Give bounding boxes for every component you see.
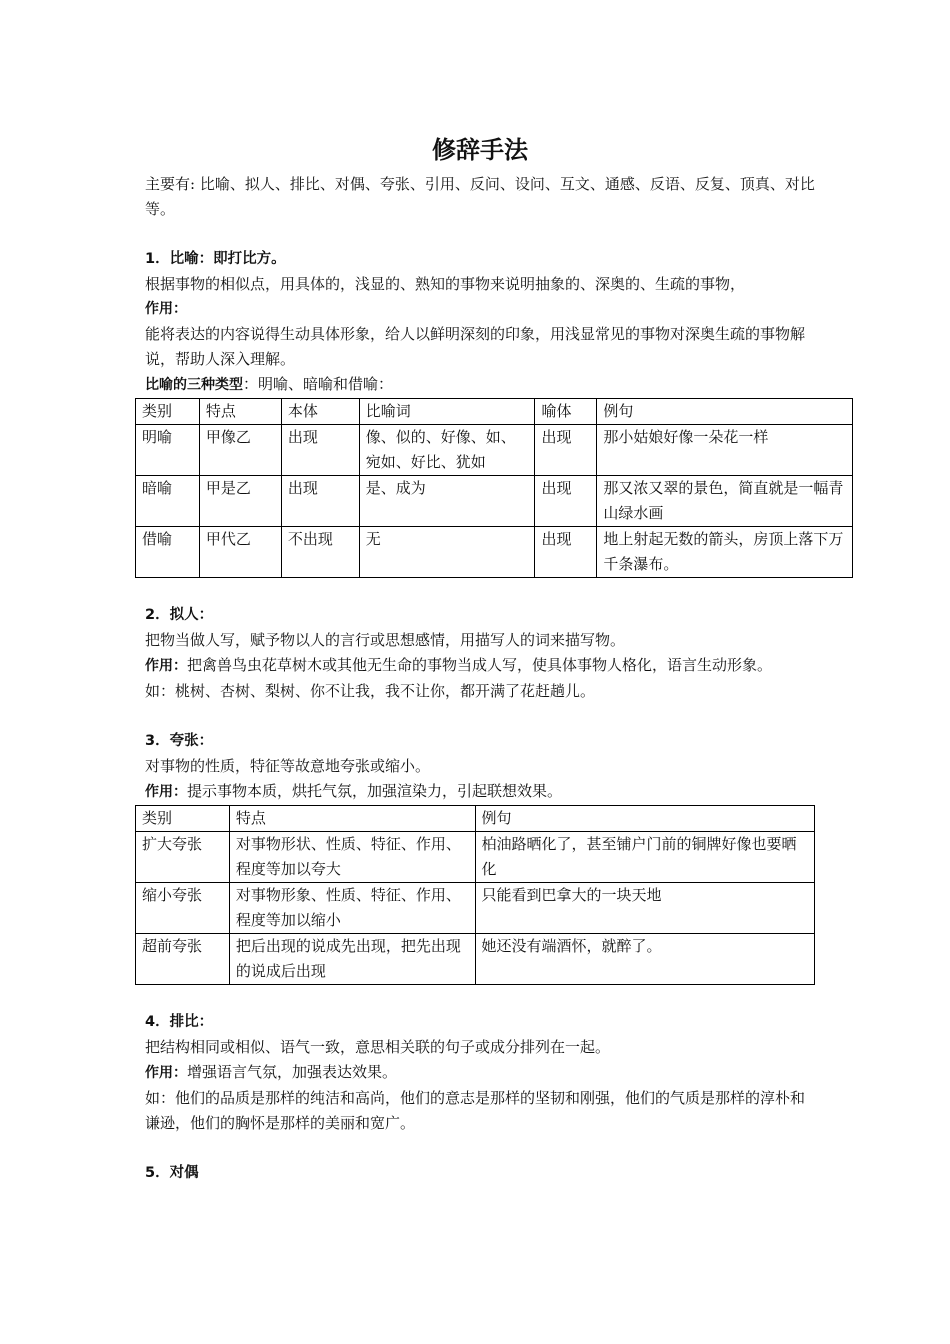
table-cell: 柏油路晒化了，甚至铺户门前的铜牌好像也要晒化	[475, 832, 814, 883]
table-cell: 那小姑娘好像一朵花一样	[597, 425, 853, 476]
table-row	[136, 832, 815, 883]
table-header-cell: 例句	[597, 399, 853, 425]
table-cell: 出现	[535, 425, 597, 476]
table-cell: 是、成为	[359, 476, 535, 527]
table-row	[136, 934, 815, 985]
hyperbole-effect-line	[145, 779, 815, 805]
table-header-cell: 类别	[136, 399, 200, 425]
personification-effect: 把禽兽鸟虫花草树木或其他无生命的事物当成人写，使具体事物人格化，语言生动形象。	[187, 656, 773, 674]
table-header-cell: 比喻词	[359, 399, 535, 425]
table-cell: 对事物形状、性质、特征、作用、程度等加以夸大	[229, 832, 475, 883]
table-cell: 不出现	[281, 527, 359, 578]
table-cell: 像、似的、好像、如、宛如、好比、犹如	[359, 425, 535, 476]
personification-example: 如：桃树、杏树、梨树、你不让我，我不让你，都开满了花赶趟儿。	[145, 682, 596, 700]
table-cell: 甲代乙	[199, 527, 281, 578]
table-cell: 那又浓又翠的景色，简直就是一幅青山绿水画	[597, 476, 853, 527]
table-cell: 出现	[535, 527, 597, 578]
metaphor-effect: 能将表达的内容说得生动具体形象，给人以鲜明深刻的印象，用浅显常见的事物对深奥生疏的事物解说，帮助人深入理解。	[145, 325, 806, 368]
hyperbole-effect-label: 作用：	[145, 784, 187, 800]
table-cell: 借喻	[136, 527, 200, 578]
document-page	[142, 132, 844, 1186]
parallelism-effect: 增强语言气氛，加强表达效果。	[187, 1063, 398, 1081]
table-header-row	[136, 399, 853, 425]
table-cell: 出现	[281, 476, 359, 527]
hyperbole-effect: 提示事物本质，烘托气氛，加强渲染力，引起联想效果。	[187, 782, 563, 800]
table-cell: 她还没有端酒怀，就醉了。	[475, 934, 814, 985]
metaphor-types-label: 比喻的三种类型	[145, 377, 243, 393]
table-row	[136, 425, 853, 476]
table-cell: 扩大夸张	[136, 832, 230, 883]
hyperbole-definition: 对事物的性质，特征等故意地夸张或缩小。	[145, 757, 431, 775]
parallelism-definition: 把结构相同或相似、语气一致，意思相关联的句子或成分排列在一起。	[145, 1038, 611, 1056]
intro-paragraph: 主要有: 比喻、拟人、排比、对偶、夸张、引用、反问、设问、互文、通感、反语、反复、顶真、对比等。	[145, 175, 815, 218]
page-title: 修辞手法	[432, 136, 528, 164]
personification-effect-label: 作用：	[145, 658, 187, 674]
metaphor-table	[135, 398, 853, 578]
metaphor-types-text: ：明喻、暗喻和借喻：	[243, 375, 394, 393]
section-heading-hyperbole: 3．夸张：	[145, 733, 214, 749]
table-cell: 只能看到巴拿大的一块天地	[475, 883, 814, 934]
table-header-cell: 本体	[281, 399, 359, 425]
parallelism-example: 如：他们的品质是那样的纯洁和高尚，他们的意志是那样的坚韧和刚强，他们的气质是那样的淳朴和谦逊，他们的胸怀是那样的美丽和宽广。	[145, 1089, 806, 1132]
personification-definition: 把物当做人写，赋予物以人的言行或思想感情，用描写人的词来描写物。	[145, 631, 626, 649]
table-cell: 甲是乙	[199, 476, 281, 527]
table-cell: 对事物形象、性质、特征、作用、程度等加以缩小	[229, 883, 475, 934]
metaphor-effect-label: 作用：	[145, 301, 187, 317]
table-header-row	[136, 806, 815, 832]
table-cell: 把后出现的说成先出现，把先出现的说成后出现	[229, 934, 475, 985]
metaphor-types-line	[145, 372, 815, 398]
table-cell: 地上射起无数的箭头，房顶上落下万千条瀑布。	[597, 527, 853, 578]
table-header-cell: 例句	[475, 806, 814, 832]
section-heading-personification: 2．拟人：	[145, 607, 214, 623]
section-heading-metaphor: 1．比喻：即打比方。	[145, 251, 286, 267]
parallelism-effect-line	[145, 1060, 815, 1086]
table-cell: 暗喻	[136, 476, 200, 527]
table-header-cell: 特点	[229, 806, 475, 832]
personification-effect-line	[145, 653, 815, 679]
table-cell: 甲像乙	[199, 425, 281, 476]
table-cell: 明喻	[136, 425, 200, 476]
parallelism-effect-label: 作用：	[145, 1065, 187, 1081]
section-heading-antithesis: 5．对偶	[145, 1165, 199, 1181]
table-header-cell: 喻体	[535, 399, 597, 425]
table-row	[136, 476, 853, 527]
section-heading-parallelism: 4．排比：	[145, 1014, 214, 1030]
table-cell: 无	[359, 527, 535, 578]
table-header-cell: 特点	[199, 399, 281, 425]
table-header-cell: 类别	[136, 806, 230, 832]
table-cell: 超前夸张	[136, 934, 230, 985]
table-cell: 出现	[281, 425, 359, 476]
hyperbole-table	[135, 805, 815, 985]
table-cell: 缩小夸张	[136, 883, 230, 934]
table-cell: 出现	[535, 476, 597, 527]
table-row	[136, 527, 853, 578]
metaphor-definition: 根据事物的相似点，用具体的，浅显的、熟知的事物来说明抽象的、深奥的、生疏的事物，	[145, 275, 746, 293]
table-row	[136, 883, 815, 934]
